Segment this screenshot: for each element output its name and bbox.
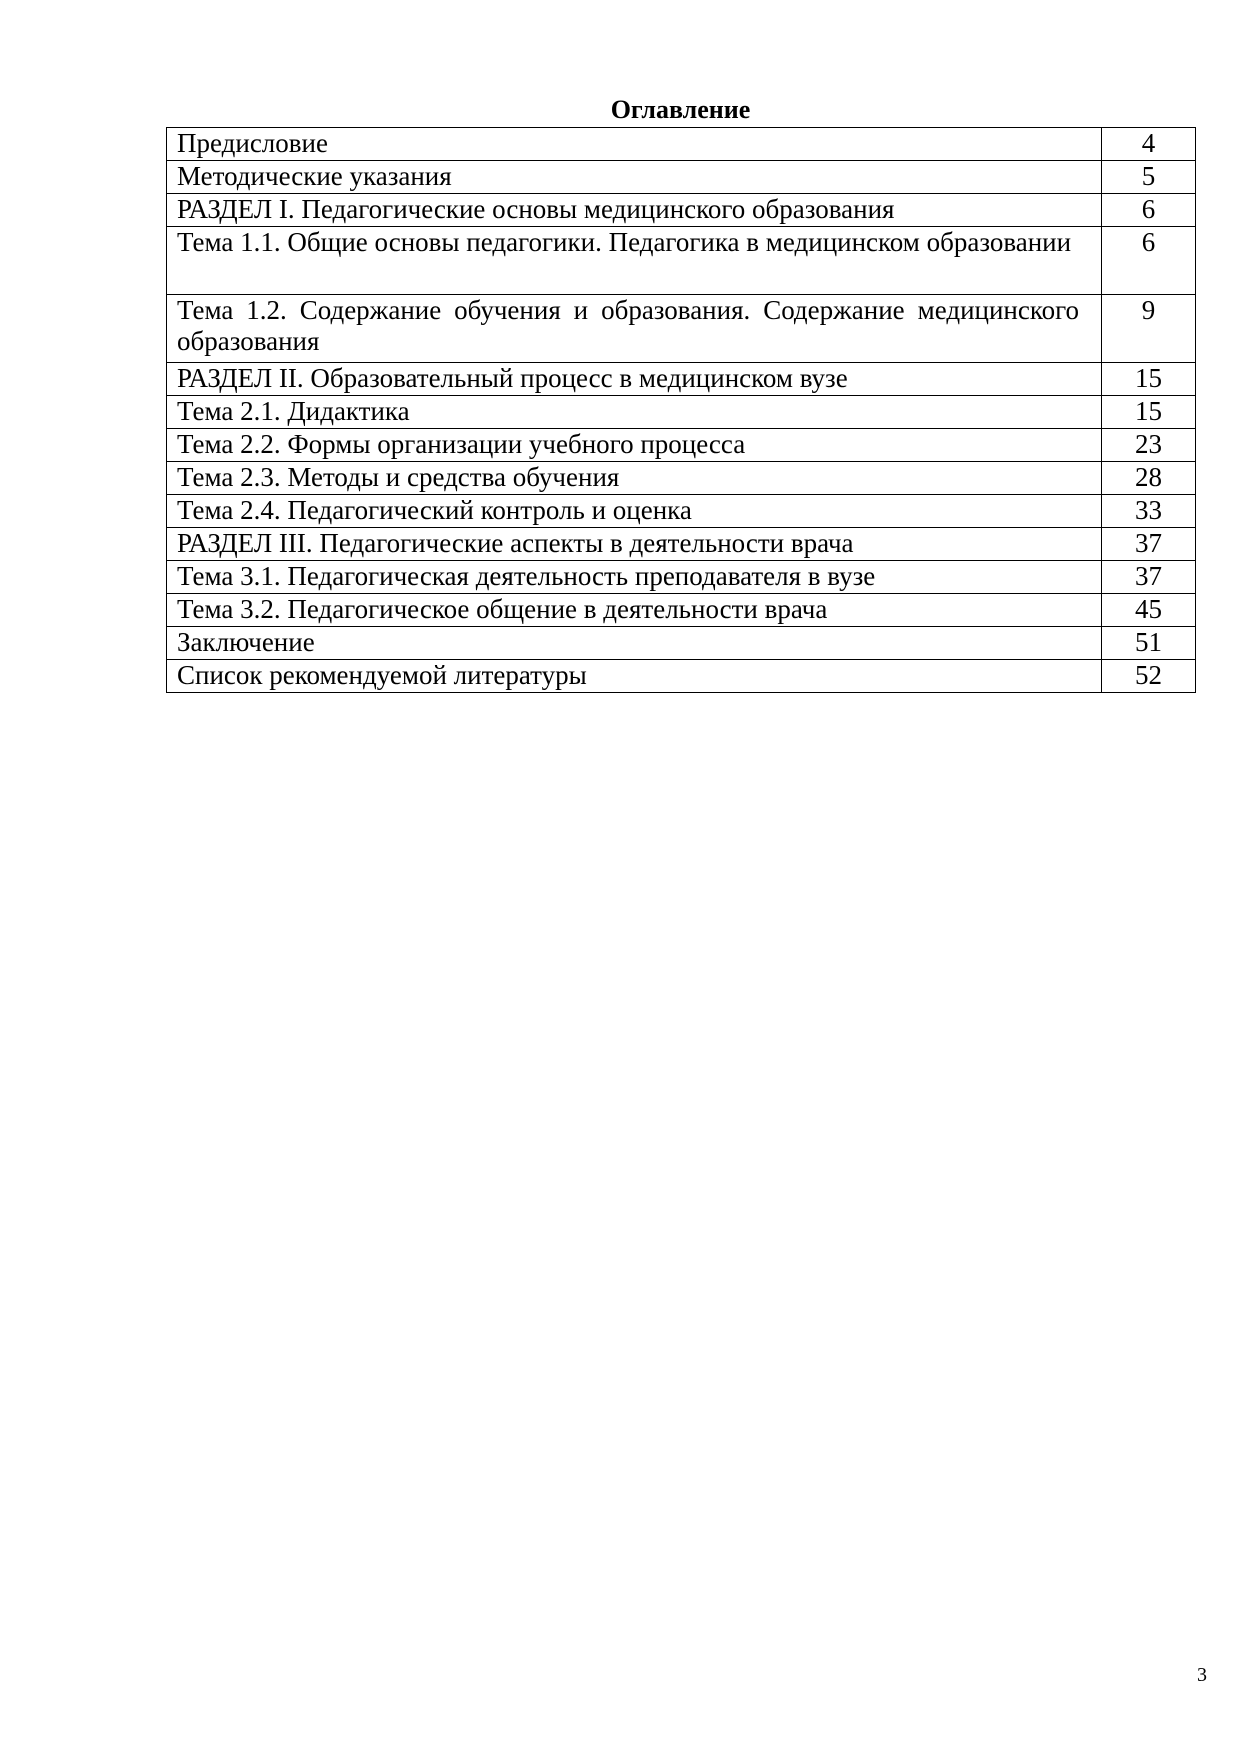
- toc-row: [167, 429, 1196, 462]
- page-title: Оглавление: [610, 95, 751, 124]
- page-number: 3: [1197, 1664, 1207, 1686]
- toc-entry-page: 33: [1102, 495, 1196, 528]
- toc-entry-text: Тема 2.1. Дидактика: [167, 396, 1102, 429]
- toc-entry-text: Тема 1.2. Содержание обучения и образования. Содержание медицинского образования: [167, 295, 1102, 363]
- toc-entry-text: РАЗДЕЛ I. Педагогические основы медицинского образования: [167, 194, 1102, 227]
- toc-row: [167, 161, 1196, 194]
- toc-entry-text: Методические указания: [167, 161, 1102, 194]
- toc-row: [167, 128, 1196, 161]
- toc-entry-page: 6: [1102, 227, 1196, 295]
- toc-entry-text: Тема 3.2. Педагогическое общение в деятельности врача: [167, 594, 1102, 627]
- toc-entry-text: РАЗДЕЛ III. Педагогические аспекты в деятельности врача: [167, 528, 1102, 561]
- toc-entry-page: 15: [1102, 363, 1196, 396]
- toc-row: [167, 194, 1196, 227]
- toc-row: [167, 363, 1196, 396]
- toc-entry-page: 51: [1102, 627, 1196, 660]
- toc-row: [167, 495, 1196, 528]
- toc-entry-page: 23: [1102, 429, 1196, 462]
- toc-entry-text: Тема 3.1. Педагогическая деятельность преподавателя в вузе: [167, 561, 1102, 594]
- toc-entry-page: 6: [1102, 194, 1196, 227]
- toc-entry-text: Предисловие: [167, 128, 1102, 161]
- toc-entry-page: 5: [1102, 161, 1196, 194]
- toc-entry-text: Тема 2.3. Методы и средства обучения: [167, 462, 1102, 495]
- toc-entry-text: Тема 2.2. Формы организации учебного процесса: [167, 429, 1102, 462]
- toc-row: [167, 660, 1196, 693]
- toc-entry-page: 37: [1102, 561, 1196, 594]
- toc-entry-page: 9: [1102, 295, 1196, 363]
- toc-entry-page: 28: [1102, 462, 1196, 495]
- toc-row: [167, 627, 1196, 660]
- toc-entry-text: Тема 1.1. Общие основы педагогики. Педагогика в медицинском образовании: [167, 227, 1102, 295]
- toc-entry-page: 4: [1102, 128, 1196, 161]
- toc-table: [166, 127, 1196, 693]
- toc-entry-text: Заключение: [167, 627, 1102, 660]
- toc-row: [167, 528, 1196, 561]
- toc-row: [167, 295, 1196, 363]
- toc-entry-text: Тема 2.4. Педагогический контроль и оценка: [167, 495, 1102, 528]
- toc-entry-page: 45: [1102, 594, 1196, 627]
- toc-row: [167, 462, 1196, 495]
- toc-row: [167, 561, 1196, 594]
- toc-entry-page: 52: [1102, 660, 1196, 693]
- toc-entry-page: 15: [1102, 396, 1196, 429]
- toc-row: [167, 396, 1196, 429]
- toc-row: [167, 594, 1196, 627]
- toc-row: [167, 227, 1196, 295]
- toc-entry-page: 37: [1102, 528, 1196, 561]
- toc-entry-text: Список рекомендуемой литературы: [167, 660, 1102, 693]
- toc-entry-text: РАЗДЕЛ II. Образовательный процесс в медицинском вузе: [167, 363, 1102, 396]
